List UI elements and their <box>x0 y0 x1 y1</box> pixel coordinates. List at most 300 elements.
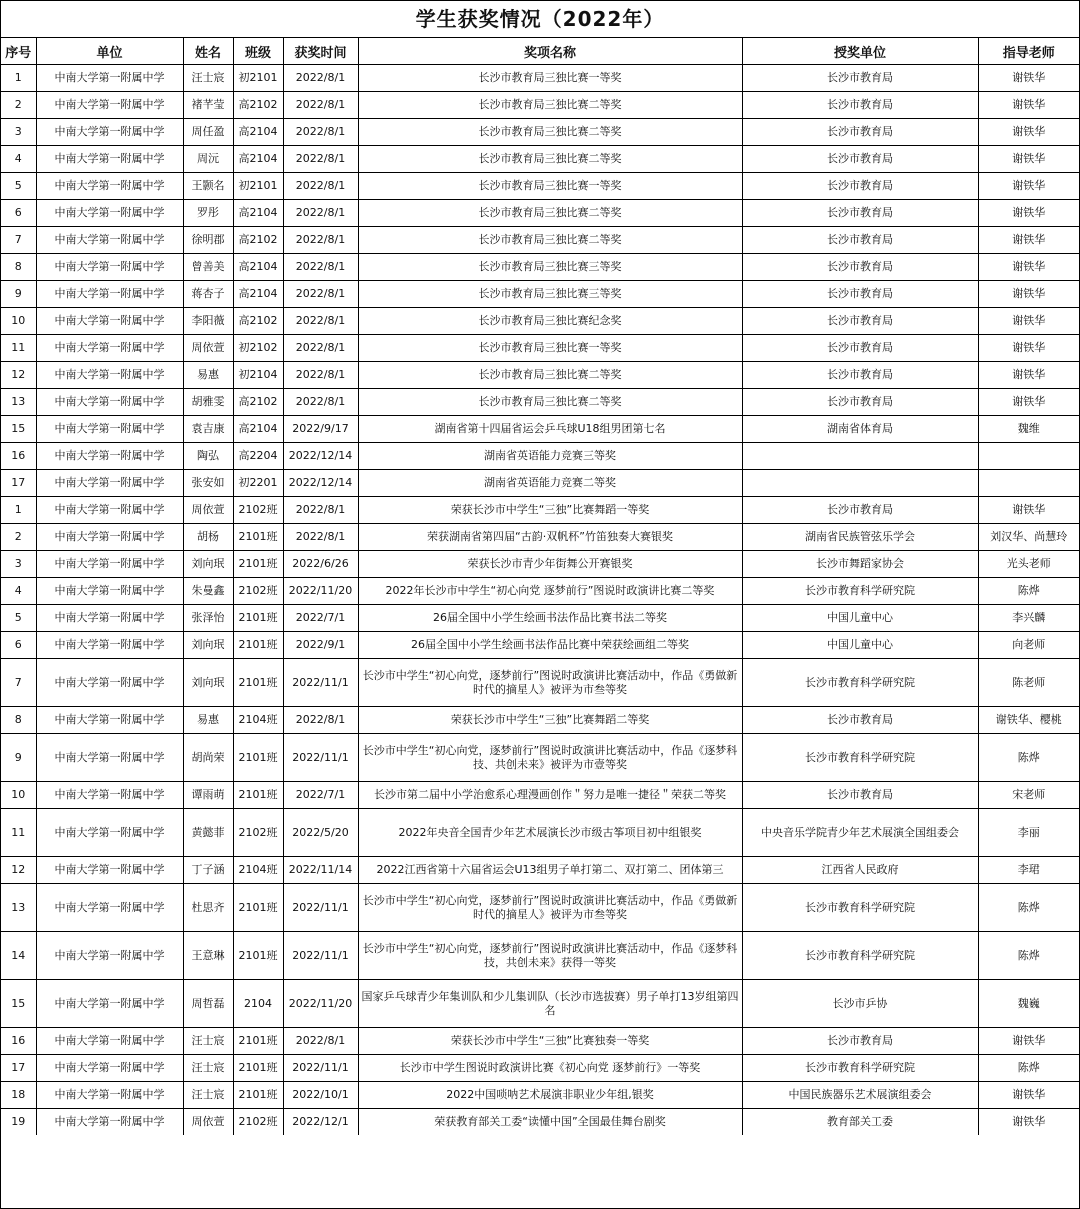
cell-col-name: 周哲磊 <box>183 980 233 1028</box>
cell-col-teacher: 刘汉华、尚慧玲 <box>978 524 1079 551</box>
cell-col-class: 2101班 <box>233 524 283 551</box>
cell-col-class: 高2104 <box>233 254 283 281</box>
cell-col-unit: 中南大学第一附属中学 <box>36 707 183 734</box>
cell-col-teacher: 光头老师 <box>978 551 1079 578</box>
table-row <box>1 92 1079 119</box>
cell-col-name: 胡尚荣 <box>183 734 233 782</box>
cell-col-index: 3 <box>1 551 36 578</box>
cell-col-award: 长沙市教育局三独比赛二等奖 <box>358 389 742 416</box>
table-row <box>1 980 1079 1028</box>
cell-col-award: 湖南省第十四届省运会乒乓球U18组男团第七名 <box>358 416 742 443</box>
cell-col-unit: 中南大学第一附属中学 <box>36 1055 183 1082</box>
cell-col-date: 2022/12/14 <box>283 470 358 497</box>
table-row <box>1 1082 1079 1109</box>
table-row <box>1 551 1079 578</box>
cell-col-unit: 中南大学第一附属中学 <box>36 857 183 884</box>
cell-col-teacher: 谢铁华 <box>978 335 1079 362</box>
cell-col-issuer: 长沙市教育局 <box>742 281 978 308</box>
cell-col-name: 张泽怡 <box>183 605 233 632</box>
cell-col-name: 汪士宸 <box>183 1055 233 1082</box>
cell-col-class: 2104班 <box>233 707 283 734</box>
cell-col-unit: 中南大学第一附属中学 <box>36 551 183 578</box>
cell-col-issuer: 长沙市教育局 <box>742 497 978 524</box>
cell-col-award: 长沙市教育局三独比赛三等奖 <box>358 254 742 281</box>
cell-col-index: 12 <box>1 362 36 389</box>
table-row <box>1 362 1079 389</box>
table-row <box>1 308 1079 335</box>
cell-col-issuer: 长沙市教育局 <box>742 389 978 416</box>
cell-col-index: 2 <box>1 92 36 119</box>
table-header-row <box>1 38 1079 65</box>
cell-col-name: 刘向珉 <box>183 659 233 707</box>
cell-col-index: 6 <box>1 632 36 659</box>
cell-col-unit: 中南大学第一附属中学 <box>36 884 183 932</box>
cell-col-teacher: 陈烨 <box>978 578 1079 605</box>
cell-col-index: 15 <box>1 980 36 1028</box>
cell-col-issuer: 中央音乐学院青少年艺术展演全国组委会 <box>742 809 978 857</box>
cell-col-date: 2022/8/1 <box>283 92 358 119</box>
header-col-name: 姓名 <box>183 38 233 65</box>
table-row <box>1 1109 1079 1136</box>
cell-col-index: 10 <box>1 782 36 809</box>
cell-col-name: 蒋杏子 <box>183 281 233 308</box>
cell-col-index: 12 <box>1 857 36 884</box>
cell-col-class: 高2102 <box>233 308 283 335</box>
cell-col-issuer: 长沙市乒协 <box>742 980 978 1028</box>
cell-col-issuer: 长沙市教育局 <box>742 200 978 227</box>
cell-col-issuer: 长沙市舞蹈家协会 <box>742 551 978 578</box>
cell-col-award: 长沙市中学生“初心向党，逐梦前行”图说时政演讲比赛活动中，作品《勇做新时代的摘星人》被评为市叁等奖 <box>358 884 742 932</box>
cell-col-award: 长沙市教育局三独比赛二等奖 <box>358 200 742 227</box>
cell-col-award: 长沙市第二届中小学治愈系心理漫画创作＂努力是唯一捷径＂荣获二等奖 <box>358 782 742 809</box>
table-row <box>1 200 1079 227</box>
cell-col-teacher: 谢铁华 <box>978 173 1079 200</box>
cell-col-index: 8 <box>1 707 36 734</box>
cell-col-class: 2101班 <box>233 734 283 782</box>
cell-col-index: 8 <box>1 254 36 281</box>
cell-col-name: 汪士宸 <box>183 1028 233 1055</box>
cell-col-unit: 中南大学第一附属中学 <box>36 200 183 227</box>
cell-col-index: 1 <box>1 65 36 92</box>
cell-col-date: 2022/11/1 <box>283 1055 358 1082</box>
cell-col-date: 2022/8/1 <box>283 308 358 335</box>
cell-col-unit: 中南大学第一附属中学 <box>36 632 183 659</box>
cell-col-teacher: 谢铁华 <box>978 308 1079 335</box>
cell-col-award: 长沙市教育局三独比赛二等奖 <box>358 362 742 389</box>
cell-col-teacher: 谢铁华 <box>978 1082 1079 1109</box>
cell-col-award: 荣获长沙市中学生“三独”比赛独奏一等奖 <box>358 1028 742 1055</box>
cell-col-issuer: 中国民族器乐艺术展演组委会 <box>742 1082 978 1109</box>
cell-col-unit: 中南大学第一附属中学 <box>36 281 183 308</box>
cell-col-teacher: 李珺 <box>978 857 1079 884</box>
table-row <box>1 335 1079 362</box>
cell-col-class: 高2104 <box>233 200 283 227</box>
cell-col-date: 2022/12/1 <box>283 1109 358 1136</box>
cell-col-unit: 中南大学第一附属中学 <box>36 65 183 92</box>
cell-col-date: 2022/11/20 <box>283 980 358 1028</box>
cell-col-award: 荣获教育部关工委“读懂中国”全国最佳舞台剧奖 <box>358 1109 742 1136</box>
cell-col-index: 9 <box>1 281 36 308</box>
cell-col-award: 荣获长沙市青少年街舞公开赛银奖 <box>358 551 742 578</box>
cell-col-date: 2022/9/17 <box>283 416 358 443</box>
table-row <box>1 932 1079 980</box>
cell-col-teacher: 谢铁华 <box>978 65 1079 92</box>
cell-col-class: 高2104 <box>233 416 283 443</box>
cell-col-date: 2022/8/1 <box>283 200 358 227</box>
cell-col-index: 7 <box>1 659 36 707</box>
cell-col-index: 16 <box>1 1028 36 1055</box>
cell-col-teacher: 谢铁华 <box>978 497 1079 524</box>
cell-col-class: 高2104 <box>233 146 283 173</box>
cell-col-index: 15 <box>1 416 36 443</box>
cell-col-issuer: 长沙市教育科学研究院 <box>742 734 978 782</box>
cell-col-issuer: 中国儿童中心 <box>742 605 978 632</box>
cell-col-date: 2022/11/1 <box>283 659 358 707</box>
cell-col-name: 周依萱 <box>183 335 233 362</box>
cell-col-date: 2022/8/1 <box>283 65 358 92</box>
cell-col-teacher: 宋老师 <box>978 782 1079 809</box>
cell-col-teacher: 李丽 <box>978 809 1079 857</box>
cell-col-name: 汪士宸 <box>183 65 233 92</box>
cell-col-date: 2022/8/1 <box>283 119 358 146</box>
cell-col-date: 2022/7/1 <box>283 605 358 632</box>
cell-col-index: 10 <box>1 308 36 335</box>
cell-col-unit: 中南大学第一附属中学 <box>36 470 183 497</box>
cell-col-class: 高2102 <box>233 227 283 254</box>
cell-col-teacher: 谢铁华、樱桃 <box>978 707 1079 734</box>
cell-col-date: 2022/8/1 <box>283 227 358 254</box>
cell-col-name: 汪士宸 <box>183 1082 233 1109</box>
cell-col-index: 11 <box>1 809 36 857</box>
cell-col-teacher: 谢铁华 <box>978 362 1079 389</box>
cell-col-date: 2022/8/1 <box>283 389 358 416</box>
cell-col-issuer: 长沙市教育局 <box>742 1028 978 1055</box>
cell-col-unit: 中南大学第一附属中学 <box>36 308 183 335</box>
cell-col-name: 胡雅雯 <box>183 389 233 416</box>
cell-col-class: 高2102 <box>233 92 283 119</box>
cell-col-name: 谭雨萌 <box>183 782 233 809</box>
cell-col-issuer: 长沙市教育科学研究院 <box>742 578 978 605</box>
cell-col-issuer: 长沙市教育局 <box>742 65 978 92</box>
cell-col-class: 初2104 <box>233 362 283 389</box>
table-row <box>1 578 1079 605</box>
cell-col-index: 3 <box>1 119 36 146</box>
cell-col-date: 2022/7/1 <box>283 782 358 809</box>
cell-col-unit: 中南大学第一附属中学 <box>36 389 183 416</box>
cell-col-teacher: 魏维 <box>978 416 1079 443</box>
cell-col-index: 14 <box>1 932 36 980</box>
cell-col-issuer: 中国儿童中心 <box>742 632 978 659</box>
cell-col-index: 4 <box>1 578 36 605</box>
cell-col-class: 初2101 <box>233 65 283 92</box>
cell-col-date: 2022/8/1 <box>283 497 358 524</box>
table-row <box>1 1028 1079 1055</box>
table-row <box>1 524 1079 551</box>
cell-col-class: 2104 <box>233 980 283 1028</box>
cell-col-unit: 中南大学第一附属中学 <box>36 335 183 362</box>
cell-col-award: 长沙市教育局三独比赛三等奖 <box>358 281 742 308</box>
cell-col-award: 26届全国中小学生绘画书法作品比赛中荣获绘画组二等奖 <box>358 632 742 659</box>
cell-col-issuer: 长沙市教育局 <box>742 254 978 281</box>
header-col-issuer: 授奖单位 <box>742 38 978 65</box>
table-row <box>1 416 1079 443</box>
cell-col-issuer: 教育部关工委 <box>742 1109 978 1136</box>
table-row <box>1 782 1079 809</box>
cell-col-index: 18 <box>1 1082 36 1109</box>
cell-col-index: 16 <box>1 443 36 470</box>
cell-col-index: 5 <box>1 173 36 200</box>
cell-col-name: 王意琳 <box>183 932 233 980</box>
cell-col-name: 刘向珉 <box>183 632 233 659</box>
table-row <box>1 809 1079 857</box>
cell-col-teacher <box>978 470 1079 497</box>
cell-col-award: 长沙市中学生“初心向党，逐梦前行”图说时政演讲比赛活动中，作品《勇做新时代的摘星人》被评为市叁等奖 <box>358 659 742 707</box>
cell-col-award: 荣获长沙市中学生“三独”比赛舞蹈二等奖 <box>358 707 742 734</box>
cell-col-name: 易惠 <box>183 362 233 389</box>
cell-col-teacher: 谢铁华 <box>978 227 1079 254</box>
cell-col-name: 丁子涵 <box>183 857 233 884</box>
cell-col-name: 胡杨 <box>183 524 233 551</box>
cell-col-class: 2102班 <box>233 1109 283 1136</box>
cell-col-class: 初2102 <box>233 335 283 362</box>
cell-col-name: 陶弘 <box>183 443 233 470</box>
cell-col-award: 2022江西省第十六届省运会U13组男子单打第二、双打第二、团体第三 <box>358 857 742 884</box>
cell-col-class: 高2104 <box>233 281 283 308</box>
cell-col-index: 11 <box>1 335 36 362</box>
cell-col-teacher: 谢铁华 <box>978 281 1079 308</box>
cell-col-issuer: 长沙市教育科学研究院 <box>742 884 978 932</box>
cell-col-class: 2102班 <box>233 809 283 857</box>
header-col-class: 班级 <box>233 38 283 65</box>
cell-col-unit: 中南大学第一附属中学 <box>36 146 183 173</box>
awards-table <box>1 38 1079 1135</box>
cell-col-date: 2022/11/1 <box>283 884 358 932</box>
cell-col-name: 朱曼鑫 <box>183 578 233 605</box>
table-row <box>1 227 1079 254</box>
cell-col-date: 2022/8/1 <box>283 335 358 362</box>
cell-col-award: 长沙市教育局三独比赛二等奖 <box>358 146 742 173</box>
cell-col-name: 周依萱 <box>183 497 233 524</box>
table-row <box>1 173 1079 200</box>
cell-col-name: 袁吉康 <box>183 416 233 443</box>
cell-col-issuer <box>742 443 978 470</box>
cell-col-award: 长沙市中学生“初心向党，逐梦前行”图说时政演讲比赛活动中，作品《逐梦科技，共创未来》获得一等奖 <box>358 932 742 980</box>
cell-col-class: 2101班 <box>233 932 283 980</box>
cell-col-name: 曾善美 <box>183 254 233 281</box>
table-row <box>1 707 1079 734</box>
cell-col-date: 2022/5/20 <box>283 809 358 857</box>
table-row <box>1 254 1079 281</box>
cell-col-award: 长沙市教育局三独比赛一等奖 <box>358 65 742 92</box>
cell-col-name: 李阳薇 <box>183 308 233 335</box>
cell-col-award: 2022中国唢呐艺术展演非职业少年组,银奖 <box>358 1082 742 1109</box>
cell-col-issuer: 湖南省体育局 <box>742 416 978 443</box>
cell-col-date: 2022/12/14 <box>283 443 358 470</box>
cell-col-issuer: 长沙市教育局 <box>742 92 978 119</box>
cell-col-award: 长沙市教育局三独比赛一等奖 <box>358 173 742 200</box>
cell-col-class: 2102班 <box>233 497 283 524</box>
cell-col-index: 13 <box>1 389 36 416</box>
cell-col-unit: 中南大学第一附属中学 <box>36 1028 183 1055</box>
cell-col-award: 长沙市中学生“初心向党，逐梦前行”图说时政演讲比赛活动中，作品《逐梦科技、共创未来》被评为市壹等奖 <box>358 734 742 782</box>
table-row <box>1 443 1079 470</box>
cell-col-issuer <box>742 470 978 497</box>
cell-col-index: 4 <box>1 146 36 173</box>
cell-col-issuer: 长沙市教育局 <box>742 173 978 200</box>
cell-col-award: 长沙市教育局三独比赛二等奖 <box>358 92 742 119</box>
cell-col-name: 褚芊莹 <box>183 92 233 119</box>
table-row <box>1 389 1079 416</box>
header-col-teacher: 指导老师 <box>978 38 1079 65</box>
cell-col-award: 湖南省英语能力竞赛三等奖 <box>358 443 742 470</box>
cell-col-award: 长沙市中学生图说时政演讲比赛《初心向党 逐梦前行》一等奖 <box>358 1055 742 1082</box>
cell-col-date: 2022/11/14 <box>283 857 358 884</box>
cell-col-class: 2104班 <box>233 857 283 884</box>
cell-col-class: 初2201 <box>233 470 283 497</box>
cell-col-index: 19 <box>1 1109 36 1136</box>
cell-col-unit: 中南大学第一附属中学 <box>36 782 183 809</box>
cell-col-class: 2101班 <box>233 884 283 932</box>
cell-col-unit: 中南大学第一附属中学 <box>36 362 183 389</box>
cell-col-unit: 中南大学第一附属中学 <box>36 443 183 470</box>
header-col-index: 序号 <box>1 38 36 65</box>
cell-col-issuer: 长沙市教育科学研究院 <box>742 932 978 980</box>
document-title: 学生获奖情况（2022年） <box>1 1 1079 38</box>
cell-col-date: 2022/6/26 <box>283 551 358 578</box>
cell-col-class: 2101班 <box>233 1028 283 1055</box>
cell-col-name: 杜思齐 <box>183 884 233 932</box>
cell-col-issuer: 长沙市教育局 <box>742 308 978 335</box>
cell-col-issuer: 长沙市教育局 <box>742 146 978 173</box>
cell-col-name: 周沅 <box>183 146 233 173</box>
table-row <box>1 65 1079 92</box>
cell-col-date: 2022/11/1 <box>283 932 358 980</box>
cell-col-teacher: 陈烨 <box>978 884 1079 932</box>
cell-col-date: 2022/8/1 <box>283 707 358 734</box>
cell-col-teacher: 谢铁华 <box>978 254 1079 281</box>
cell-col-name: 张安如 <box>183 470 233 497</box>
cell-col-class: 初2101 <box>233 173 283 200</box>
cell-col-index: 13 <box>1 884 36 932</box>
header-col-award: 奖项名称 <box>358 38 742 65</box>
cell-col-index: 2 <box>1 524 36 551</box>
cell-col-date: 2022/11/20 <box>283 578 358 605</box>
cell-col-teacher: 谢铁华 <box>978 200 1079 227</box>
cell-col-name: 刘向珉 <box>183 551 233 578</box>
cell-col-name: 罗彤 <box>183 200 233 227</box>
table-row <box>1 281 1079 308</box>
cell-col-issuer: 长沙市教育局 <box>742 782 978 809</box>
cell-col-unit: 中南大学第一附属中学 <box>36 416 183 443</box>
cell-col-teacher: 陈烨 <box>978 734 1079 782</box>
cell-col-date: 2022/11/1 <box>283 734 358 782</box>
cell-col-class: 2101班 <box>233 551 283 578</box>
cell-col-issuer: 长沙市教育局 <box>742 227 978 254</box>
cell-col-issuer: 长沙市教育科学研究院 <box>742 1055 978 1082</box>
cell-col-award: 荣获湖南省第四届“古韵·双帆杯”竹笛独奏大赛银奖 <box>358 524 742 551</box>
header-col-date: 获奖时间 <box>283 38 358 65</box>
cell-col-teacher: 陈老师 <box>978 659 1079 707</box>
cell-col-class: 高2204 <box>233 443 283 470</box>
table-row <box>1 605 1079 632</box>
cell-col-unit: 中南大学第一附属中学 <box>36 1109 183 1136</box>
cell-col-teacher: 向老师 <box>978 632 1079 659</box>
cell-col-unit: 中南大学第一附属中学 <box>36 254 183 281</box>
table-row <box>1 146 1079 173</box>
cell-col-date: 2022/8/1 <box>283 281 358 308</box>
table-row <box>1 734 1079 782</box>
cell-col-award: 荣获长沙市中学生“三独”比赛舞蹈一等奖 <box>358 497 742 524</box>
cell-col-index: 1 <box>1 497 36 524</box>
table-row <box>1 470 1079 497</box>
cell-col-teacher: 谢铁华 <box>978 1109 1079 1136</box>
cell-col-class: 2101班 <box>233 782 283 809</box>
cell-col-index: 5 <box>1 605 36 632</box>
cell-col-unit: 中南大学第一附属中学 <box>36 980 183 1028</box>
cell-col-teacher: 谢铁华 <box>978 92 1079 119</box>
cell-col-award: 国家乒乓球青少年集训队和少儿集训队（长沙市选拔赛）男子单打13岁组第四名 <box>358 980 742 1028</box>
cell-col-teacher: 魏巍 <box>978 980 1079 1028</box>
cell-col-teacher: 谢铁华 <box>978 119 1079 146</box>
cell-col-unit: 中南大学第一附属中学 <box>36 734 183 782</box>
cell-col-unit: 中南大学第一附属中学 <box>36 932 183 980</box>
cell-col-name: 周依萱 <box>183 1109 233 1136</box>
cell-col-award: 2022年长沙市中学生“初心向党 逐梦前行”图说时政演讲比赛二等奖 <box>358 578 742 605</box>
cell-col-class: 高2104 <box>233 119 283 146</box>
cell-col-index: 7 <box>1 227 36 254</box>
cell-col-name: 易惠 <box>183 707 233 734</box>
cell-col-unit: 中南大学第一附属中学 <box>36 659 183 707</box>
cell-col-teacher: 谢铁华 <box>978 146 1079 173</box>
cell-col-index: 6 <box>1 200 36 227</box>
cell-col-class: 高2102 <box>233 389 283 416</box>
table-row <box>1 119 1079 146</box>
cell-col-class: 2102班 <box>233 578 283 605</box>
cell-col-date: 2022/8/1 <box>283 254 358 281</box>
cell-col-unit: 中南大学第一附属中学 <box>36 92 183 119</box>
cell-col-name: 周任盈 <box>183 119 233 146</box>
table-row <box>1 1055 1079 1082</box>
cell-col-award: 长沙市教育局三独比赛二等奖 <box>358 227 742 254</box>
cell-col-date: 2022/8/1 <box>283 1028 358 1055</box>
header-col-unit: 单位 <box>36 38 183 65</box>
cell-col-teacher: 谢铁华 <box>978 1028 1079 1055</box>
cell-col-unit: 中南大学第一附属中学 <box>36 578 183 605</box>
cell-col-class: 2101班 <box>233 1055 283 1082</box>
cell-col-award: 湖南省英语能力竞赛二等奖 <box>358 470 742 497</box>
cell-col-unit: 中南大学第一附属中学 <box>36 227 183 254</box>
cell-col-issuer: 长沙市教育科学研究院 <box>742 659 978 707</box>
cell-col-date: 2022/8/1 <box>283 173 358 200</box>
cell-col-unit: 中南大学第一附属中学 <box>36 119 183 146</box>
cell-col-award: 2022年央音全国青少年艺术展演长沙市级古筝项目初中组银奖 <box>358 809 742 857</box>
table-row <box>1 659 1079 707</box>
cell-col-award: 26届全国中小学生绘画书法作品比赛书法二等奖 <box>358 605 742 632</box>
cell-col-issuer: 江西省人民政府 <box>742 857 978 884</box>
cell-col-index: 9 <box>1 734 36 782</box>
cell-col-issuer: 长沙市教育局 <box>742 362 978 389</box>
cell-col-name: 徐明郡 <box>183 227 233 254</box>
cell-col-name: 黄懿菲 <box>183 809 233 857</box>
cell-col-index: 17 <box>1 470 36 497</box>
cell-col-unit: 中南大学第一附属中学 <box>36 524 183 551</box>
cell-col-date: 2022/8/1 <box>283 146 358 173</box>
cell-col-class: 2101班 <box>233 605 283 632</box>
cell-col-date: 2022/10/1 <box>283 1082 358 1109</box>
cell-col-issuer: 长沙市教育局 <box>742 707 978 734</box>
cell-col-date: 2022/8/1 <box>283 362 358 389</box>
cell-col-unit: 中南大学第一附属中学 <box>36 497 183 524</box>
